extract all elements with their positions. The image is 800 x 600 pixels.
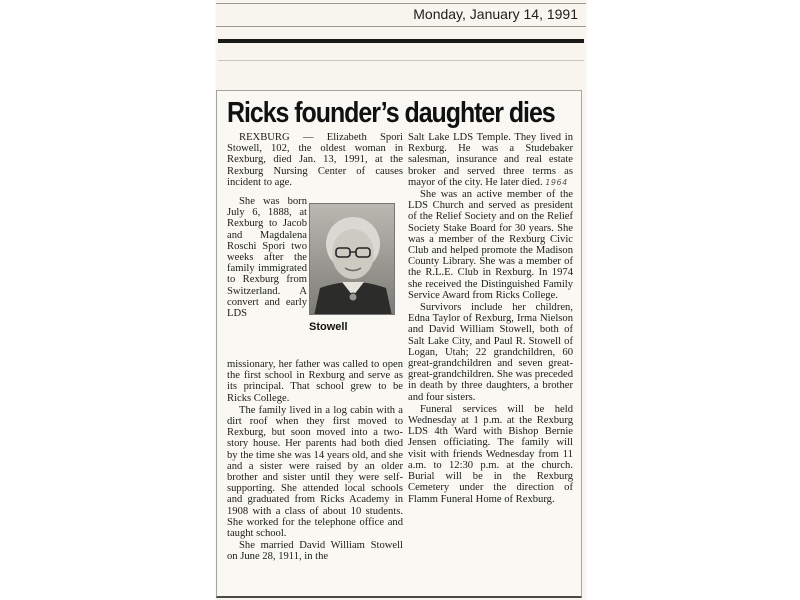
birth-paragraph: She was born July 6, 1888, at Rexburg to Jacob and Magdalena Roschi Spori two weeks after the family immigrated to Rexburg from Switzerland. A convert and early LDS	[227, 196, 307, 320]
marriage-paragraph: She married David William Stowell on June 28, 1911, in the	[227, 540, 403, 563]
lead-paragraph: REXBURG — Elizabeth Spori Stowell, 102, the oldest woman in Rexburg, died Jan. 13, 1991, at the Rexburg Nursing Center of causes incident to age.	[227, 132, 403, 188]
husband-paragraph	[408, 132, 573, 188]
article-lead	[227, 132, 403, 188]
funeral-paragraph: Funeral services will be held Wednesday at 1 p.m. at the Rexburg LDS 4th Ward with Bishop Bernie Jensen officiating. The family will visit with friends Wednesday from 11 a.m. to 12:30 p.m. at the church. Burial will be in the Rexburg Cemetery under the direction of Flamm Funeral Home of Rexburg.	[408, 403, 573, 505]
separator-rule	[218, 60, 584, 61]
top-rule	[216, 3, 586, 4]
headline: Ricks founder’s daughter dies	[227, 97, 555, 129]
church-paragraph: She was an active member of the LDS Church and served as president of the Relief Society and on the Relief Society Stake Board for 30 years. She was a member of the Rexburg Civic Club and helped promote the Madison County Library. She was a member of the R.L.E. Club in Rexburg. In 1974 she received the Distinguished Family Service Award from Ricks College.	[408, 189, 573, 301]
portrait-image	[310, 204, 395, 315]
missionary-paragraph: missionary, her father was called to open the first school in Rexburg and serve as its principal. That school grew to be Ricks College.	[227, 359, 403, 404]
masthead-rule	[218, 39, 584, 43]
portrait-photo	[309, 203, 395, 315]
dateline-rule	[216, 26, 586, 27]
survivors-paragraph: Survivors include her children, Edna Taylor of Rexburg, Irma Nielson and David William Stowell, both of Salt Lake City, and Paul R. Stowell of Logan, Utah; 22 grandchildren, 60 great-grandchildren and seven great-great-grandchildren. She was preceded in death by three daughters, a brother and four sisters.	[408, 302, 573, 403]
husband-text: Salt Lake LDS Temple. They lived in Rexburg. He was a Studebaker salesman, insurance and real estate broker and served three terms as mayor of the city. He later died.	[408, 132, 573, 188]
article	[216, 90, 582, 598]
left-column-continued	[227, 359, 403, 563]
handwritten-note: 1964	[545, 177, 568, 187]
dateline: Monday, January 14, 1991	[413, 6, 578, 22]
photo-caption: Stowell	[309, 321, 348, 333]
family-paragraph: The family lived in a log cabin with a dirt roof when they first moved to Rexburg, but soon moved into a two-story house. Her parents had both died by the time she was 14 years old, and she and a sister were raised by an older brother and sister until they were self-supporting. She attended local schools and graduated from Ricks Academy in 1908 with a class of about 10 students. She worked for the telephone office and taught school.	[227, 404, 403, 540]
right-column	[408, 132, 573, 505]
photo-block	[309, 203, 395, 335]
